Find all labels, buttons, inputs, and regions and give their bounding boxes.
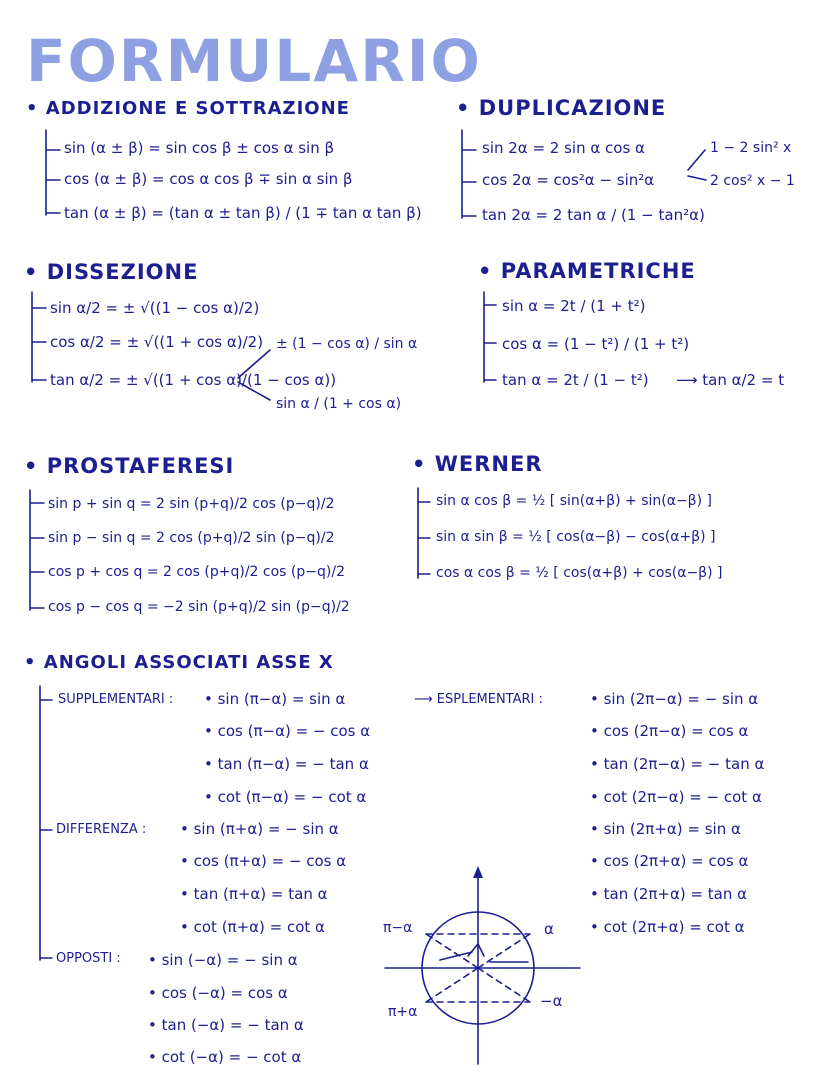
- formula-esplementari-8: • cot (2π+α) = cot α: [590, 918, 745, 936]
- formula-parametriche-note: ⟶ tan α/2 = t: [676, 371, 785, 389]
- heading-prostaferesi: • PROSTAFERESI: [24, 454, 235, 478]
- formula-werner-2: sin α sin β = ½ [ cos(α−β) − cos(α+β) ]: [436, 529, 716, 545]
- formula-werner-3: cos α cos β = ½ [ cos(α+β) + cos(α−β) ]: [436, 565, 723, 581]
- heading-werner: • WERNER: [412, 452, 543, 476]
- circle-label-minus-alpha: −α: [540, 992, 563, 1010]
- formula-addizione-cos: cos (α ± β) = cos α cos β ∓ sin α sin β: [64, 170, 353, 188]
- formula-parametriche-sin: sin α = 2t / (1 + t²): [502, 297, 646, 315]
- formula-duplicazione-sin: sin 2α = 2 sin α cos α: [482, 139, 645, 157]
- formula-duplicazione-tan: tan 2α = 2 tan α / (1 − tan²α): [482, 206, 705, 224]
- formula-prostaferesi-2: sin p − sin q = 2 cos (p+q)/2 sin (p−q)/2: [48, 530, 335, 546]
- formula-dissezione-cos: cos α/2 = ± √((1 + cos α)/2): [50, 333, 264, 351]
- formula-esplementari-6: • cos (2π+α) = cos α: [590, 852, 749, 870]
- formula-dissezione-alt-top: ± (1 − cos α) / sin α: [276, 336, 418, 352]
- formula-differenza-cot: • cot (π+α) = cot α: [180, 918, 325, 936]
- formula-dissezione-alt-bottom: sin α / (1 + cos α): [276, 396, 402, 412]
- label-supplementari: SUPPLEMENTARI :: [58, 692, 174, 707]
- formula-dissezione-tan: tan α/2 = ± √((1 + cos α)/(1 − cos α)): [50, 371, 337, 389]
- label-esplementari: ⟶ ESPLEMENTARI :: [414, 692, 543, 707]
- heading-duplicazione: • DUPLICAZIONE: [456, 96, 667, 120]
- formula-esplementari-7: • tan (2π+α) = tan α: [590, 885, 748, 903]
- formula-opposti-tan: • tan (−α) = − tan α: [148, 1016, 304, 1034]
- formula-werner-1: sin α cos β = ½ [ sin(α+β) + sin(α−β) ]: [436, 493, 712, 509]
- formula-differenza-sin: • sin (π+α) = − sin α: [180, 820, 339, 838]
- formula-supplementari-tan: • tan (π−α) = − tan α: [204, 755, 369, 773]
- formula-duplicazione-alt-top: 1 − 2 sin² x: [710, 140, 792, 156]
- label-differenza: DIFFERENZA :: [56, 822, 147, 837]
- formula-esplementari-5: • sin (2π+α) = sin α: [590, 820, 741, 838]
- formula-dissezione-sin: sin α/2 = ± √((1 − cos α)/2): [50, 299, 260, 317]
- formula-addizione-sin: sin (α ± β) = sin cos β ± cos α sin β: [64, 139, 335, 157]
- formula-duplicazione-alt-bottom: 2 cos² x − 1: [710, 173, 795, 189]
- formula-esplementari-1: • sin (2π−α) = − sin α: [590, 690, 759, 708]
- formula-opposti-cos: • cos (−α) = cos α: [148, 984, 288, 1002]
- heading-dissezione: • DISSEZIONE: [24, 260, 199, 284]
- formula-differenza-cos: • cos (π+α) = − cos α: [180, 852, 347, 870]
- heading-addizione: • ADDIZIONE E SOTTRAZIONE: [26, 98, 350, 119]
- formula-prostaferesi-3: cos p + cos q = 2 cos (p+q)/2 cos (p−q)/2: [48, 564, 345, 580]
- formula-prostaferesi-1: sin p + sin q = 2 sin (p+q)/2 cos (p−q)/2: [48, 496, 335, 512]
- formula-prostaferesi-4: cos p − cos q = −2 sin (p+q)/2 sin (p−q)/2: [48, 599, 350, 615]
- formula-opposti-sin: • sin (−α) = − sin α: [148, 951, 298, 969]
- formula-supplementari-sin: • sin (π−α) = sin α: [204, 690, 346, 708]
- page-title: FORMULARIO: [26, 27, 482, 95]
- circle-label-pi-minus-alpha: π−α: [383, 920, 413, 936]
- formula-differenza-tan: • tan (π+α) = tan α: [180, 885, 328, 903]
- formula-supplementari-cos: • cos (π−α) = − cos α: [204, 722, 371, 740]
- circle-label-pi-plus-alpha: π+α: [388, 1004, 418, 1020]
- formula-esplementari-2: • cos (2π−α) = cos α: [590, 722, 749, 740]
- label-opposti: OPPOSTI :: [56, 951, 121, 966]
- formula-esplementari-4: • cot (2π−α) = − cot α: [590, 788, 762, 806]
- formula-duplicazione-cos: cos 2α = cos²α − sin²α: [482, 171, 655, 189]
- formula-supplementari-cot: • cot (π−α) = − cot α: [204, 788, 367, 806]
- formula-parametriche-cos: cos α = (1 − t²) / (1 + t²): [502, 335, 690, 353]
- formula-addizione-tan: tan (α ± β) = (tan α ± tan β) / (1 ∓ tan α tan β): [64, 204, 422, 222]
- formula-parametriche-tan: tan α = 2t / (1 − t²): [502, 371, 649, 389]
- circle-label-alpha: α: [544, 920, 554, 938]
- formula-opposti-cot: • cot (−α) = − cot α: [148, 1048, 302, 1066]
- heading-angoli-associati: • ANGOLI ASSOCIATI ASSE X: [24, 652, 334, 673]
- formula-esplementari-3: • tan (2π−α) = − tan α: [590, 755, 765, 773]
- heading-parametriche: • PARAMETRICHE: [478, 259, 696, 283]
